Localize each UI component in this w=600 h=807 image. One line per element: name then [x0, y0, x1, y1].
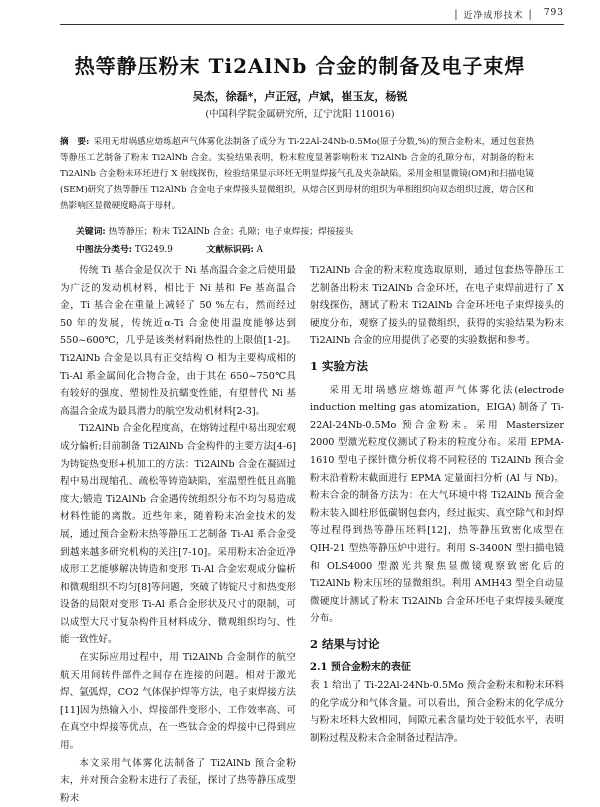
clc-label: 中图法分类号: [76, 245, 133, 255]
author-list: 吴杰，徐磊*，卢正冠，卢斌，崔玉友，杨锐 [192, 90, 408, 103]
keywords-text: 热等静压；粉末 Ti2AlNb 合金；孔隙；电子束焊接；焊接接头 [108, 227, 354, 237]
left-column [60, 262, 296, 807]
paper-title: 热等静压粉末 Ti2AlNb 合金的制备及电子束焊 [74, 54, 526, 78]
keywords-label: 关键词: [76, 227, 106, 237]
paragraph: 采用无坩埚感应熔炼超声气体雾化法(electrode induction melting gas atomization，EIGA) 制备了 Ti-22Al-24Nb-0.5Mo 预合金粉末。采用 Mastersizer 2000 型激光粒度仪测试了粉末的粒度分布。采用 EPMA-1610 型电子探针微分析仪将不同粒径的 Ti2AlNb 预合金粉末沿着粉末截面进行 EPMA 定量面扫分析 (Al 与 Nb)。粉末合金的制备方法为：在大气环境中将 Ti2AlNb 预合金粉末装入圆柱形低碳钢包套内，经过振实、真空除气和封焊等过程得到热等静压坯料[12]，热等静压致密化成型在 QIH-21 型热等静压炉中进行。利用 S-3400N 型扫描电镜和 OLS4000 型激光共聚焦显微镜观察致密化后的 Ti2AlNb 粉末压坯的显微组织。利用 AMH43 型全自动显微硬度计测试了粉末 Ti2AlNb 合金环坯电子束焊接头硬度分布。 [310, 384, 564, 625]
abstract [60, 134, 534, 214]
page-number: 793 [543, 8, 564, 18]
doc-code-label: 文献标识码: [206, 245, 254, 255]
section-heading: 1 实验方法 [310, 358, 369, 373]
classification [76, 242, 263, 255]
section-heading: 2 结果与讨论 [310, 636, 380, 651]
clc-value: TG249.9 [134, 245, 173, 255]
paragraph: 本文采用气体雾化法制备了 Ti2AlNb 预合金粉末，并对预合金粉末进行了表征，探讨了热等静压成型粉末 [60, 757, 296, 804]
abstract-text: 采用无坩埚感应熔炼超声气体雾化法制备了成分为 Ti-22Al-24Nb-0.5Mo(原子分数,%)的预合金粉末，通过包套热等静压工艺制备了粉末 Ti2AlNb 合金。实验结果表明，粉末粒度显著影响粉末 Ti2AlNb 合金的孔隙分布，对制备的粉末 Ti2AlNb 合金粉末环坯进行 X 射线探伤，检验结果显示环坯无明显焊接气孔及夹杂缺陷。采用金相显微镜(OM)和扫描电镜(SEM)研究了热等静压 Ti2AlNb 合金电子束焊接头显微组织，从熔合区到母材的组织为单相组织向双态组织过渡，熔合区和热影响区显微硬度略高于母材。 [60, 137, 534, 211]
paragraph: 表 1 给出了 Ti-22Al-24Nb-0.5Mo 预合金粉末和粉末环料的化学成分和气体含量。可以看出，预合金粉末的化学成分与粉末坯料大致相同，间隙元素含量均处于较低水平，表明制粉过程及粉末合金制备过程洁净。 [310, 680, 564, 744]
affiliation: (中国科学院金属研究所，辽宁沈阳 110016) [205, 109, 395, 120]
paragraph: 在实际应用过程中，用 Ti2AlNb 合金制作的航空航天用间转件部件之间存在连接的问题。相对于激光焊、氩弧焊，CO2 气体保护焊等方法，电子束焊接方法[11]因为热输入小、焊接部件变形小、工作效率高、可在真空中焊接等优点，在一些钛合金的焊接中已得到应用。 [60, 652, 296, 752]
abstract-label: 摘 要: [60, 137, 90, 147]
paragraph: 传统 Ti 基合金是仅次于 Ni 基高温合金之后使用最为广泛的发动机材料，相比于 Ni 基和 Fe 基高温合金，Ti 基合金在重量上减轻了 50 %左右，然而经过 50 年的发展，传统近α-Ti 合金使用温度能够达到 550~600℃，几乎是该类材料耐热性的上限值[1-2]。Ti2AlNb 合金是以具有正交结构 O 相为主要构成相的 Ti-Al 系金属间化合物合金，由于其在 650~750℃具有较好的强度、塑韧性及抗蠕变性能，有望替代 Ni 基高温合金成为最具潜力的航空发动机材料[2-3]。 [60, 265, 296, 417]
running-head [453, 8, 564, 21]
right-column [310, 262, 564, 747]
header-rule [60, 24, 564, 25]
keywords [76, 224, 353, 237]
journal-name: │ 近净成形技术 │ [453, 11, 534, 21]
paragraph: Ti2AlNb 合金化程度高，在熔铸过程中易出现宏观成分偏析;目前制备 Ti2AlNb 合金构件的主要方法[4-6]为铸锭热变形+机加工的方法：Ti2AlNb 合金在凝固过程中易出现缩孔、疏松等铸造缺陷，室温塑性低且高脆度大;锻造 Ti2AlNb 合金遇传统组织分布不均匀易造成材料性能的离散。近些年来，随着粉末冶金技术的发展，通过预合金粉末热等静压工艺制备 Ti-Al 系合金受到越来越多研究机构的关注[7-10]。采用粉末冶金近净成形工艺能够解决铸造和变形 Ti-Al 合金宏观成分偏析和微观组织不均匀[8]等问题，突破了铸锭尺寸和热变形设备的局限对变形 Ti-Al 系合金形状及尺寸的限制，可以成型大尺寸复杂构件且材料成分、微观组织均匀、性能一致性好。 [60, 423, 296, 646]
doc-code-value: A [256, 245, 263, 255]
paragraph: Ti2AlNb 合金的粉末粒度选取原则，通过包套热等静压工艺制备出粉末 Ti2AlNb 合金环坯，在电子束焊前进行了 X 射线探伤，测试了粉末 Ti2AlNb 合金环坯电子束焊接头的硬度分布，观察了接头的显微组织，获得的实验结果为粉末 Ti2AlNb 合金的应用提供了必要的实验数据和参考。 [310, 265, 564, 347]
subsection-heading: 2.1 预合金粉末的表征 [310, 662, 411, 674]
